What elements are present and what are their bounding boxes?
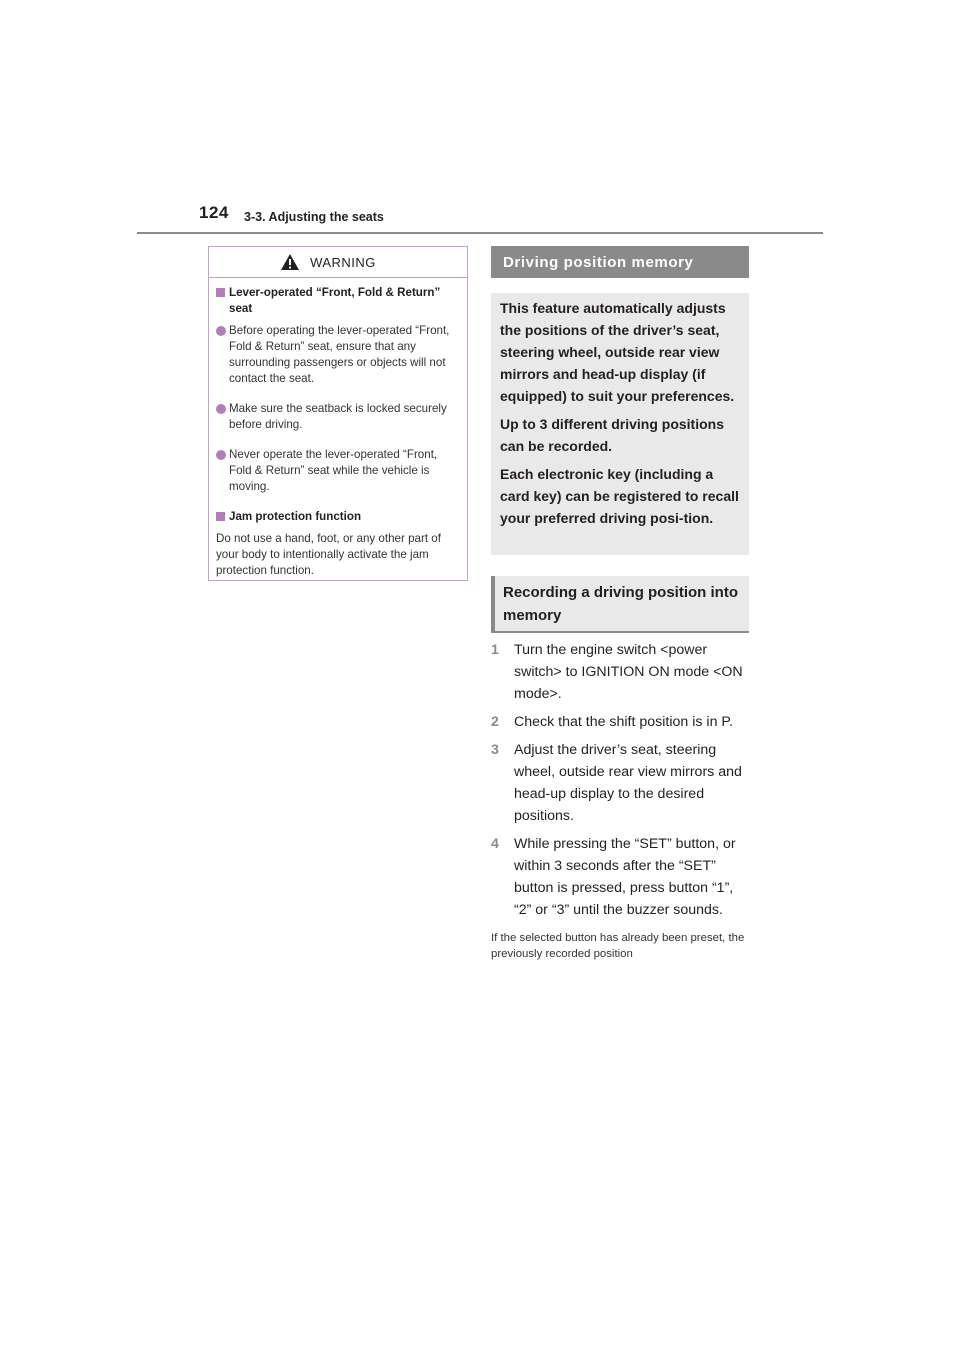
step-text: Turn the engine switch <power switch> to IGNITION ON mode <ON mode>. — [514, 642, 743, 702]
step-number: 1 — [491, 642, 499, 658]
step-text: Check that the shift position is in P. — [514, 714, 733, 730]
header-divider — [137, 232, 823, 234]
warning-jam-text: Do not use a hand, foot, or any other part of your body to intentionally activate the jam protection function. — [216, 532, 441, 577]
intro-paragraph: This feature automatically adjusts the positions of the driver’s seat, steering wheel, outside rear view mirrors and head-up display (if equipped) to suit your preferences. — [500, 300, 735, 404]
warning-heading-jam-protection — [216, 509, 461, 525]
warning-heading-text: Lever-operated “Front, Fold & Return” seat — [229, 286, 441, 315]
intro-box — [491, 293, 749, 555]
step-item — [491, 833, 753, 921]
warning-body — [209, 278, 467, 579]
warning-heading-text: Jam protection function — [229, 510, 362, 523]
driving-position-memory-title: Driving position memory — [491, 246, 749, 278]
step-text: While pressing the “SET” button, or within 3 seconds after the “SET” button is pressed, press button “1”, “2” or “3” until the buzzer sounds. — [514, 836, 736, 918]
warning-bullet — [216, 447, 461, 495]
step-item — [491, 711, 753, 733]
intro-paragraph: Each electronic key (including a card key) can be registered to recall your preferred driving posi-tion. — [500, 466, 739, 526]
step-number: 3 — [491, 742, 499, 758]
warning-header — [209, 247, 467, 278]
square-bullet-icon — [216, 512, 225, 521]
round-bullet-icon — [216, 450, 226, 460]
warning-heading-lever-seat — [216, 285, 461, 317]
step-number: 4 — [491, 836, 499, 852]
warning-box — [208, 246, 468, 581]
warning-title: WARNING — [310, 254, 376, 270]
note-text: If the selected button has already been preset, the previously recorded position — [491, 932, 745, 960]
step-number: 2 — [491, 714, 499, 730]
warning-bullet-text: Before operating the lever-operated “Front, Fold & Return” seat, ensure that any surrounding passengers or objects will not contact the seat. — [229, 324, 450, 385]
page-header — [0, 0, 960, 240]
section-title: 3-3. Adjusting the seats — [244, 210, 384, 224]
recording-subheader: Recording a driving position into memory — [491, 576, 749, 633]
warning-triangle-icon — [280, 253, 300, 271]
warning-bullet-text: Make sure the seatback is locked securely before driving. — [229, 402, 447, 431]
warning-bullet — [216, 401, 461, 433]
step-item — [491, 739, 753, 827]
step-item — [491, 639, 753, 705]
page-number: 124 — [199, 203, 229, 222]
warning-bullet-text: Never operate the lever-operated “Front, Fold & Return” seat while the vehicle is moving. — [229, 448, 438, 493]
step-text: Adjust the driver’s seat, steering wheel, outside rear view mirrors and head-up display to the desired positions. — [514, 742, 742, 824]
round-bullet-icon — [216, 326, 226, 336]
round-bullet-icon — [216, 404, 226, 414]
warning-bullet — [216, 323, 461, 387]
intro-paragraph: Up to 3 different driving positions can be recorded. — [500, 416, 724, 454]
square-bullet-icon — [216, 288, 225, 297]
steps-list — [491, 639, 753, 927]
